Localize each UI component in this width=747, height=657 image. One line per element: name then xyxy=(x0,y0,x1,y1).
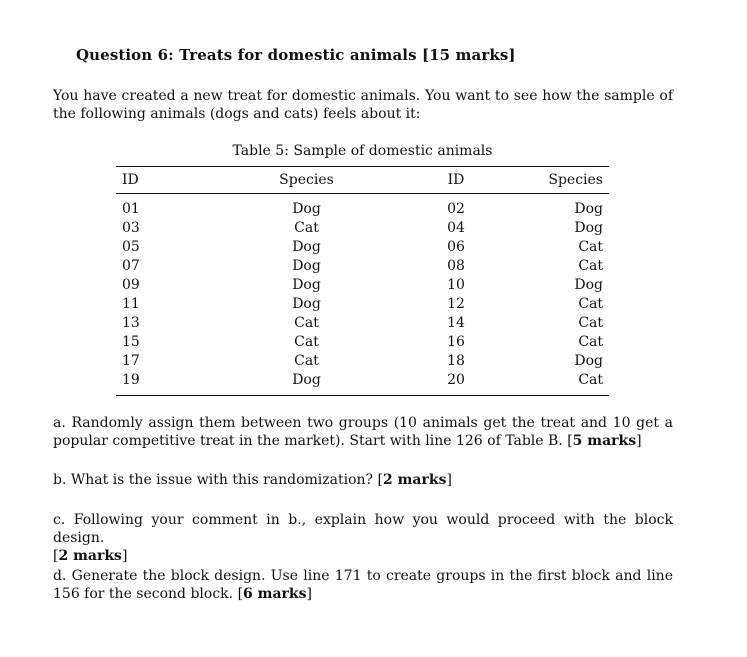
cell-species: Dog xyxy=(292,258,321,274)
table-row xyxy=(116,257,609,276)
header-id-2: ID xyxy=(375,167,537,194)
cell-id: 05 xyxy=(122,239,140,255)
cell-id: 02 xyxy=(447,201,465,217)
cell-id: 09 xyxy=(122,277,140,293)
part-b: b. What is the issue with this randomization? [2 marks] xyxy=(53,472,452,488)
cell-id: 11 xyxy=(122,296,140,312)
table-row xyxy=(116,219,609,238)
cell-species: Dog xyxy=(292,277,321,293)
table-row xyxy=(116,295,609,314)
cell-species: Cat xyxy=(294,315,319,331)
table-caption: Table 5: Sample of domestic animals xyxy=(232,143,493,159)
part-c: c. Following your comment in b., explain how you would proceed with the block design. [2 marks] xyxy=(53,512,673,564)
cell-id: 18 xyxy=(447,353,465,369)
cell-id: 03 xyxy=(122,220,140,236)
cell-species: Cat xyxy=(294,334,319,350)
table-row xyxy=(116,314,609,333)
cell-species: Dog xyxy=(574,220,603,236)
part-d-text: d. Generate the block design. Use line 171 to create groups in the first block and line 156 for the second block. xyxy=(53,568,673,602)
cell-species: Cat xyxy=(578,258,603,274)
part-c-text: c. Following your comment in b., explain how you would proceed with the block design. xyxy=(53,512,673,546)
header-id-1: ID xyxy=(116,167,238,194)
part-b-text: b. What is the issue with this randomization? xyxy=(53,472,374,488)
cell-species: Dog xyxy=(292,239,321,255)
cell-id: 07 xyxy=(122,258,140,274)
cell-id: 06 xyxy=(447,239,465,255)
cell-id: 20 xyxy=(447,372,465,388)
cell-species: Cat xyxy=(294,353,319,369)
cell-id: 08 xyxy=(447,258,465,274)
part-a: a. Randomly assign them between two groups (10 animals get the treat and 10 get a popular competitive treat in the market). Start with line 126 of Table B. [5 marks] xyxy=(53,415,673,449)
table-row xyxy=(116,238,609,257)
cell-id: 15 xyxy=(122,334,140,350)
table-row xyxy=(116,352,609,371)
table-header-row xyxy=(116,167,609,194)
cell-species: Cat xyxy=(578,239,603,255)
cell-species: Cat xyxy=(578,334,603,350)
part-d-marks: 6 marks xyxy=(243,586,307,602)
cell-id: 12 xyxy=(447,296,465,312)
cell-species: Cat xyxy=(578,315,603,331)
table-row xyxy=(116,333,609,352)
sample-table xyxy=(116,166,609,396)
table-row xyxy=(116,194,609,220)
cell-species: Dog xyxy=(574,201,603,217)
cell-id: 19 xyxy=(122,372,140,388)
cell-species: Cat xyxy=(578,296,603,312)
cell-species: Cat xyxy=(578,372,603,388)
header-species-1: Species xyxy=(238,167,375,194)
cell-id: 17 xyxy=(122,353,140,369)
part-c-marks: 2 marks xyxy=(58,548,122,564)
question-intro: You have created a new treat for domestic animals. You want to see how the sample of the following animals (dogs and cats) feels about it: xyxy=(53,88,673,122)
cell-id: 04 xyxy=(447,220,465,236)
table-row xyxy=(116,371,609,396)
cell-species: Dog xyxy=(292,201,321,217)
part-a-marks: 5 marks xyxy=(572,433,637,449)
cell-id: 01 xyxy=(122,201,140,217)
part-d: d. Generate the block design. Use line 171 to create groups in the first block and line 156 for the second block. [6 marks] xyxy=(53,568,673,602)
cell-id: 13 xyxy=(122,315,140,331)
cell-species: Dog xyxy=(292,296,321,312)
cell-id: 14 xyxy=(447,315,465,331)
part-a-text: a. Randomly assign them between two groups (10 animals get the treat and 10 get a popular competitive treat in the market). Start with line 126 of Table B. xyxy=(53,415,673,449)
part-b-marks: 2 marks xyxy=(383,472,447,488)
cell-species: Dog xyxy=(292,372,321,388)
cell-id: 10 xyxy=(447,277,465,293)
table-row xyxy=(116,276,609,295)
cell-id: 16 xyxy=(447,334,465,350)
header-species-2: Species xyxy=(537,167,609,194)
question-title: Question 6: Treats for domestic animals [15 marks] xyxy=(76,46,516,64)
cell-species: Cat xyxy=(294,220,319,236)
cell-species: Dog xyxy=(574,353,603,369)
cell-species: Dog xyxy=(574,277,603,293)
